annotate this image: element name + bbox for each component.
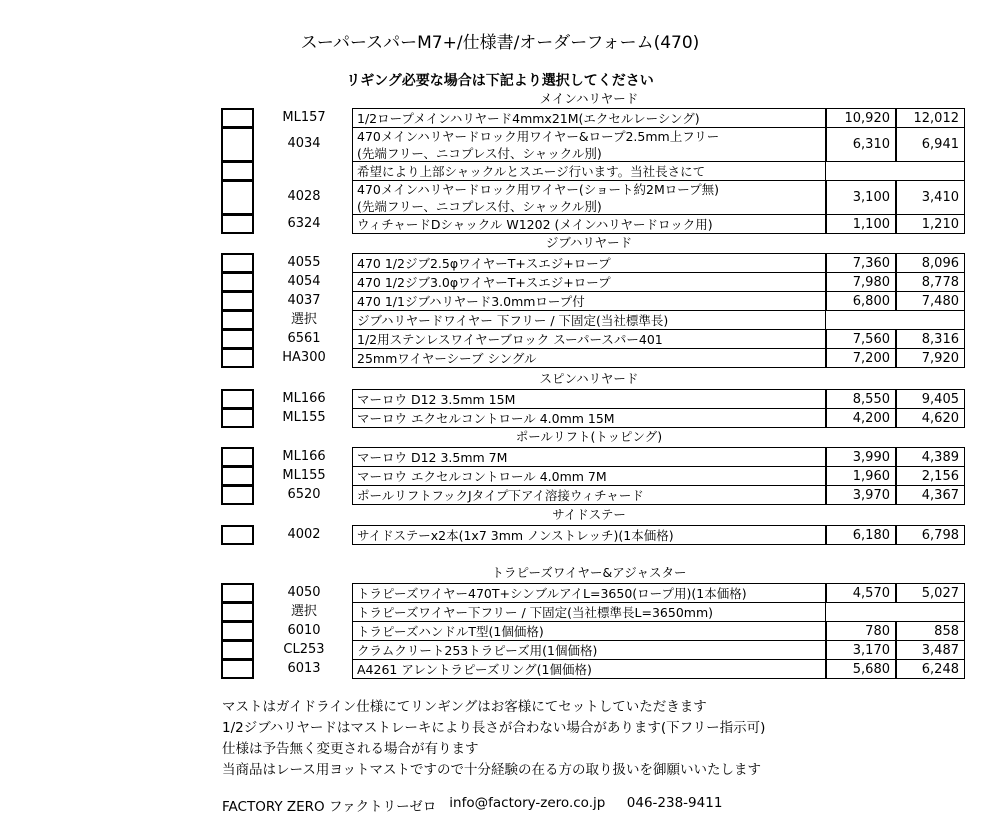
select-checkbox[interactable] [221, 466, 254, 486]
description-line: サイドステーx2本(1x7 3mm ノンストレッチ)(1本価格) [357, 527, 674, 543]
product-code: CL253 [283, 642, 325, 657]
price-inc-tax [896, 602, 965, 622]
product-description [352, 310, 826, 330]
section-heading: ポールリフト(トッピング) [515, 429, 663, 444]
product-code: 4050 [287, 585, 321, 600]
product-code: 4034 [287, 136, 321, 151]
section-heading: サイドステー [552, 507, 626, 522]
price-ex-tax [826, 602, 896, 622]
product-code: 6010 [287, 623, 321, 638]
description-line: (先端フリー、ニコプレス付、シャックル別) [357, 145, 602, 161]
footer-company: FACTORY ZERO ファクトリーゼロ [222, 799, 437, 815]
price-inc-tax: 4,389 [896, 447, 965, 467]
price-inc-tax: 6,941 [896, 127, 965, 162]
price-ex-tax: 3,970 [826, 485, 896, 505]
product-description [352, 329, 826, 349]
price-ex-tax: 10,920 [826, 108, 896, 128]
price-inc-tax: 4,367 [896, 485, 965, 505]
product-code: 選択 [290, 604, 317, 619]
description-line: ウィチャードDシャックル W1202 (メインハリヤードロック用) [357, 216, 713, 232]
product-description [352, 291, 826, 311]
product-description [352, 161, 826, 181]
description-line: A4261 アレントラピーズリング(1個価格) [357, 661, 592, 677]
price-ex-tax: 7,980 [826, 272, 896, 292]
product-code: HA300 [282, 350, 326, 365]
product-description [352, 621, 826, 641]
product-description [352, 659, 826, 679]
select-checkbox[interactable] [221, 161, 254, 181]
description-line: クラムクリート253トラピーズ用(1個価格) [357, 642, 598, 658]
price-ex-tax [826, 161, 896, 181]
select-checkbox[interactable] [221, 659, 254, 679]
product-code: 4055 [287, 255, 321, 270]
product-code: ML166 [282, 391, 326, 406]
price-inc-tax [896, 161, 965, 181]
description-line: (先端フリー、ニコプレス付、シャックル別) [357, 198, 602, 214]
notes [222, 697, 765, 781]
price-ex-tax: 7,560 [826, 329, 896, 349]
select-checkbox[interactable] [221, 447, 254, 467]
product-code: ML157 [282, 110, 326, 125]
description-line: マーロウ エクセルコントロール 4.0mm 15M [357, 410, 615, 426]
product-description [352, 272, 826, 292]
note-line: マストはガイドライン仕様にてリンギングはお客様にてセットしていただきます [222, 699, 707, 715]
product-description [352, 253, 826, 273]
description-line: マーロウ エクセルコントロール 4.0mm 7M [357, 468, 607, 484]
select-checkbox[interactable] [221, 389, 254, 409]
select-checkbox[interactable] [221, 108, 254, 128]
price-ex-tax: 3,170 [826, 640, 896, 660]
price-ex-tax [826, 310, 896, 330]
price-inc-tax: 3,410 [896, 180, 965, 215]
price-ex-tax: 1,100 [826, 214, 896, 234]
price-ex-tax: 7,360 [826, 253, 896, 273]
price-inc-tax: 9,405 [896, 389, 965, 409]
description-line: マーロウ D12 3.5mm 7M [357, 449, 508, 465]
select-checkbox[interactable] [221, 329, 254, 349]
section-heading: トラピーズワイヤー&アジャスター [491, 565, 687, 580]
product-code: ML155 [282, 468, 326, 483]
price-ex-tax: 780 [826, 621, 896, 641]
price-ex-tax: 7,200 [826, 348, 896, 368]
product-code: ML155 [282, 410, 326, 425]
description-line: 25mmワイヤーシーブ シングル [357, 350, 537, 366]
product-code: 6013 [287, 661, 321, 676]
price-inc-tax: 7,480 [896, 291, 965, 311]
select-checkbox[interactable] [221, 127, 254, 162]
select-checkbox[interactable] [221, 408, 254, 428]
product-code: ML166 [282, 449, 326, 464]
price-inc-tax: 8,778 [896, 272, 965, 292]
section-heading: ジブハリヤード [545, 235, 633, 250]
product-code: 6324 [287, 216, 321, 231]
description-line: 470 1/1ジブハリヤード3.0mmロープ付 [357, 293, 585, 309]
price-ex-tax: 8,550 [826, 389, 896, 409]
description-line: ジブハリヤードワイヤー 下フリー / 下固定(当社標準長) [357, 312, 669, 328]
select-checkbox[interactable] [221, 180, 254, 215]
description-line: 1/2用ステンレスワイヤーブロック スーパースパー401 [357, 331, 663, 347]
product-description [352, 447, 826, 467]
select-checkbox[interactable] [221, 272, 254, 292]
description-line: ポールリフトフックJタイプ下アイ溶接ウィチャード [357, 487, 644, 503]
description-line: トラピーズハンドルT型(1個価格) [357, 623, 544, 639]
product-description [352, 525, 826, 545]
page-subtitle: リギング必要な場合は下記より選択してください [346, 73, 654, 89]
product-code: 6561 [287, 331, 321, 346]
product-description [352, 127, 826, 162]
product-description [352, 389, 826, 409]
price-inc-tax: 8,316 [896, 329, 965, 349]
product-code [256, 161, 352, 180]
product-code: 4037 [287, 293, 321, 308]
select-checkbox[interactable] [221, 583, 254, 603]
price-ex-tax: 3,100 [826, 180, 896, 215]
product-description [352, 485, 826, 505]
description-line: 希望により上部シャックルとスエージ行います。当社長さにて [357, 163, 706, 179]
product-description [352, 108, 826, 128]
product-code: 4054 [287, 274, 321, 289]
price-inc-tax: 1,210 [896, 214, 965, 234]
product-code: 6520 [287, 487, 321, 502]
price-inc-tax: 858 [896, 621, 965, 641]
footer-phone: 046-238-9411 [626, 795, 723, 811]
price-ex-tax: 6,800 [826, 291, 896, 311]
price-ex-tax: 4,200 [826, 408, 896, 428]
note-line: 仕様は予告無く変更される場合が有ります [222, 741, 479, 757]
product-code: 4002 [287, 527, 321, 542]
price-ex-tax: 1,960 [826, 466, 896, 486]
select-checkbox[interactable] [221, 621, 254, 641]
price-ex-tax: 6,180 [826, 525, 896, 545]
description-line: 470 1/2ジブ3.0φワイヤーT+スエジ+ロープ [357, 274, 611, 290]
description-line: トラピーズワイヤー470T+シンブルアイL=3650(ロープ用)(1本価格) [357, 585, 747, 601]
product-description [352, 466, 826, 486]
price-inc-tax: 6,798 [896, 525, 965, 545]
description-line: 470 1/2ジブ2.5φワイヤーT+スエジ+ロープ [357, 255, 611, 271]
select-checkbox[interactable] [221, 310, 254, 330]
price-ex-tax: 4,570 [826, 583, 896, 603]
note-line: 1/2ジブハリヤードはマストレーキにより長さが合わない場合があります(下フリー指示可) [222, 720, 766, 736]
price-inc-tax: 2,156 [896, 466, 965, 486]
price-inc-tax: 5,027 [896, 583, 965, 603]
section-heading: メインハリヤード [539, 91, 639, 106]
description-line: 470メインハリヤードロック用ワイヤー&ロープ2.5mm上フリー [357, 128, 720, 144]
select-checkbox[interactable] [221, 214, 254, 234]
product-description [352, 640, 826, 660]
price-inc-tax: 3,487 [896, 640, 965, 660]
price-inc-tax [896, 310, 965, 330]
page-title: スーパースパーM7+/仕様書/オーダーフォーム(470) [300, 33, 700, 53]
select-checkbox[interactable] [221, 253, 254, 273]
price-inc-tax: 12,012 [896, 108, 965, 128]
product-description [352, 583, 826, 603]
product-code: 選択 [290, 312, 317, 327]
price-ex-tax: 6,310 [826, 127, 896, 162]
section-heading: スピンハリヤード [539, 371, 639, 386]
product-description [352, 348, 826, 368]
footer [222, 795, 722, 815]
price-ex-tax: 5,680 [826, 659, 896, 679]
price-inc-tax: 8,096 [896, 253, 965, 273]
price-inc-tax: 7,920 [896, 348, 965, 368]
product-code: 4028 [287, 189, 321, 204]
product-description [352, 180, 826, 215]
description-line: 1/2ロープメインハリヤード4mmx21M(エクセルレーシング) [357, 110, 700, 126]
select-checkbox[interactable] [221, 348, 254, 368]
product-description [352, 214, 826, 234]
footer-email: info@factory-zero.co.jp [449, 795, 606, 811]
select-checkbox[interactable] [221, 602, 254, 622]
note-line: 当商品はレース用ヨットマストですので十分経験の在る方の取り扱いを御願いいたします [222, 762, 762, 778]
product-description [352, 602, 826, 622]
price-inc-tax: 4,620 [896, 408, 965, 428]
price-ex-tax: 3,990 [826, 447, 896, 467]
product-description [352, 408, 826, 428]
description-line: マーロウ D12 3.5mm 15M [357, 391, 516, 407]
select-checkbox[interactable] [221, 485, 254, 505]
select-checkbox[interactable] [221, 525, 254, 545]
select-checkbox[interactable] [221, 291, 254, 311]
description-line: 470メインハリヤードロック用ワイヤー(ショート約2Mロープ無) [357, 181, 719, 197]
price-inc-tax: 6,248 [896, 659, 965, 679]
select-checkbox[interactable] [221, 640, 254, 660]
description-line: トラピーズワイヤー下フリー / 下固定(当社標準長L=3650mm) [357, 604, 714, 620]
